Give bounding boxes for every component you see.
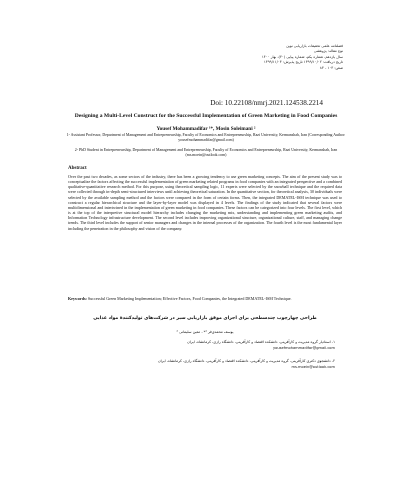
doi: Doi: 10.22108/nmrj.2021.124538.2214 bbox=[210, 99, 323, 107]
english-authors: Yousef Mohammadifar ¹*, Mosin Soleimani ² bbox=[156, 126, 256, 132]
persian-authors: یوسف محمدی‌فر ¹* ، معین سلیمانی ² bbox=[176, 330, 234, 334]
abstract-body: Over the past two decades, as some sectors of the industry, there has been a growing tendency to use green marketing concepts. The aim of the present study was to conceptualize the factors affecting the successful implementation of green marketing related programs in food companies with an integrated perspective and a combined qualitative-quantitative research method. For this purpose, using theoretical sampling logic, 11 experts were selected by the snowball technique and the required data were collected through in-depth semi-structured interviews until achieving theoretical saturation. In the quantitative section, for theoretical analysis, 30 individuals were selected by the available sampling method and the factors were compared in the form of certain forms. Then, the integrated DEMATEL-ISM technique was used to construct a regular hierarchical structure and the layer-by-layer model was displayed in 4 levels. The findings of the study indicated that several factors were multidimensional and intertwined in the implementation of green marketing in food companies. These factors can be categorized into four levels. The first level, which is at the top of the interpretive structural model hierarchy includes changing the marketing mix, understanding and implementing green marketing audits, and Information Technology infrastructure development. The second level includes improving organizational structure, organizational culture, staff, and managing change trends. The third level includes the support of senior managers and changes in the internal processes of the organization. The fourth level is the most fundamental layer including the penetration in the philosophy and vision of the company. bbox=[68, 174, 342, 231]
keywords-text: Successful Green Marketing Implementation; Effective Factors, Food Companies, the Integrated DEMATEL-ISM Technique. bbox=[86, 296, 292, 301]
english-affiliation-1: 1- Assistant Professor, Department of Management and Entrepreneurship, Faculty of Economics and Entrepreneurship, Razi University, Kermanshah, Iran (Corresponding Author: yousefmohammadifar@gmail.com) bbox=[66, 133, 346, 143]
english-title: Designing a Multi-Level Construct for the Successful Implementation of Green Marketing in Food Companies bbox=[74, 113, 338, 119]
persian-email-2: ms.moein@outlook.com bbox=[291, 364, 335, 369]
persian-email-1: yousefmohammadifar@gmail.com bbox=[273, 345, 335, 350]
submission-dates: تاریخ دریافت: ۱۳۹۹/۱۰/۰۲ تاریخ پذیرش: ۱۳۹۹/۱۱/۰۳ bbox=[263, 60, 343, 65]
english-keywords bbox=[68, 296, 342, 301]
persian-affiliation-1 bbox=[85, 340, 335, 351]
journal-name: فصلنامه علمی تحقیقات بازاریابی نوین bbox=[286, 44, 343, 48]
english-affiliation-2: 2- PhD Student in Entrepreneurship, Department of Management and Entrepreneurship, Faculty of Economics and Entrepreneurship, Razi University, Kermanshah, Iran (ms.moein@outlook.com) bbox=[74, 148, 338, 158]
page-range: صص: ۱۰۳ - ۸۳ bbox=[319, 65, 343, 70]
journal-issue: سال یازدهم، شماره یکم، شماره پیاپی (۴۰)، بهار ۱۴۰۰ bbox=[261, 54, 343, 59]
persian-affiliation-2 bbox=[85, 359, 335, 370]
persian-title: طراحی چهارچوب چندسطحی برای اجرای موفق بازاریابی سبز در شرکت‌های تولیدکنندهٔ مواد غذایی bbox=[93, 316, 317, 321]
persian-affiliation-1-text: ۱- استادیار گروه مدیریت و کارآفرینی، دانشکده اقتصاد و کارآفرینی، دانشگاه رازی، کرمانشاه، ایران bbox=[187, 340, 335, 344]
journal-header bbox=[143, 44, 343, 71]
persian-affiliation-2-text: ۲- دانشجوی دکتری کارآفرینی، گروه مدیریت و کارآفرینی، دانشکده اقتصاد و کارآفرینی، دانشگاه رازی، کرمانشاه، ایران bbox=[158, 359, 335, 363]
keywords-label: Keywords: bbox=[68, 296, 87, 301]
abstract-heading: Abstract bbox=[68, 166, 87, 171]
article-type: نوع مقاله: پژوهشی bbox=[313, 49, 343, 54]
